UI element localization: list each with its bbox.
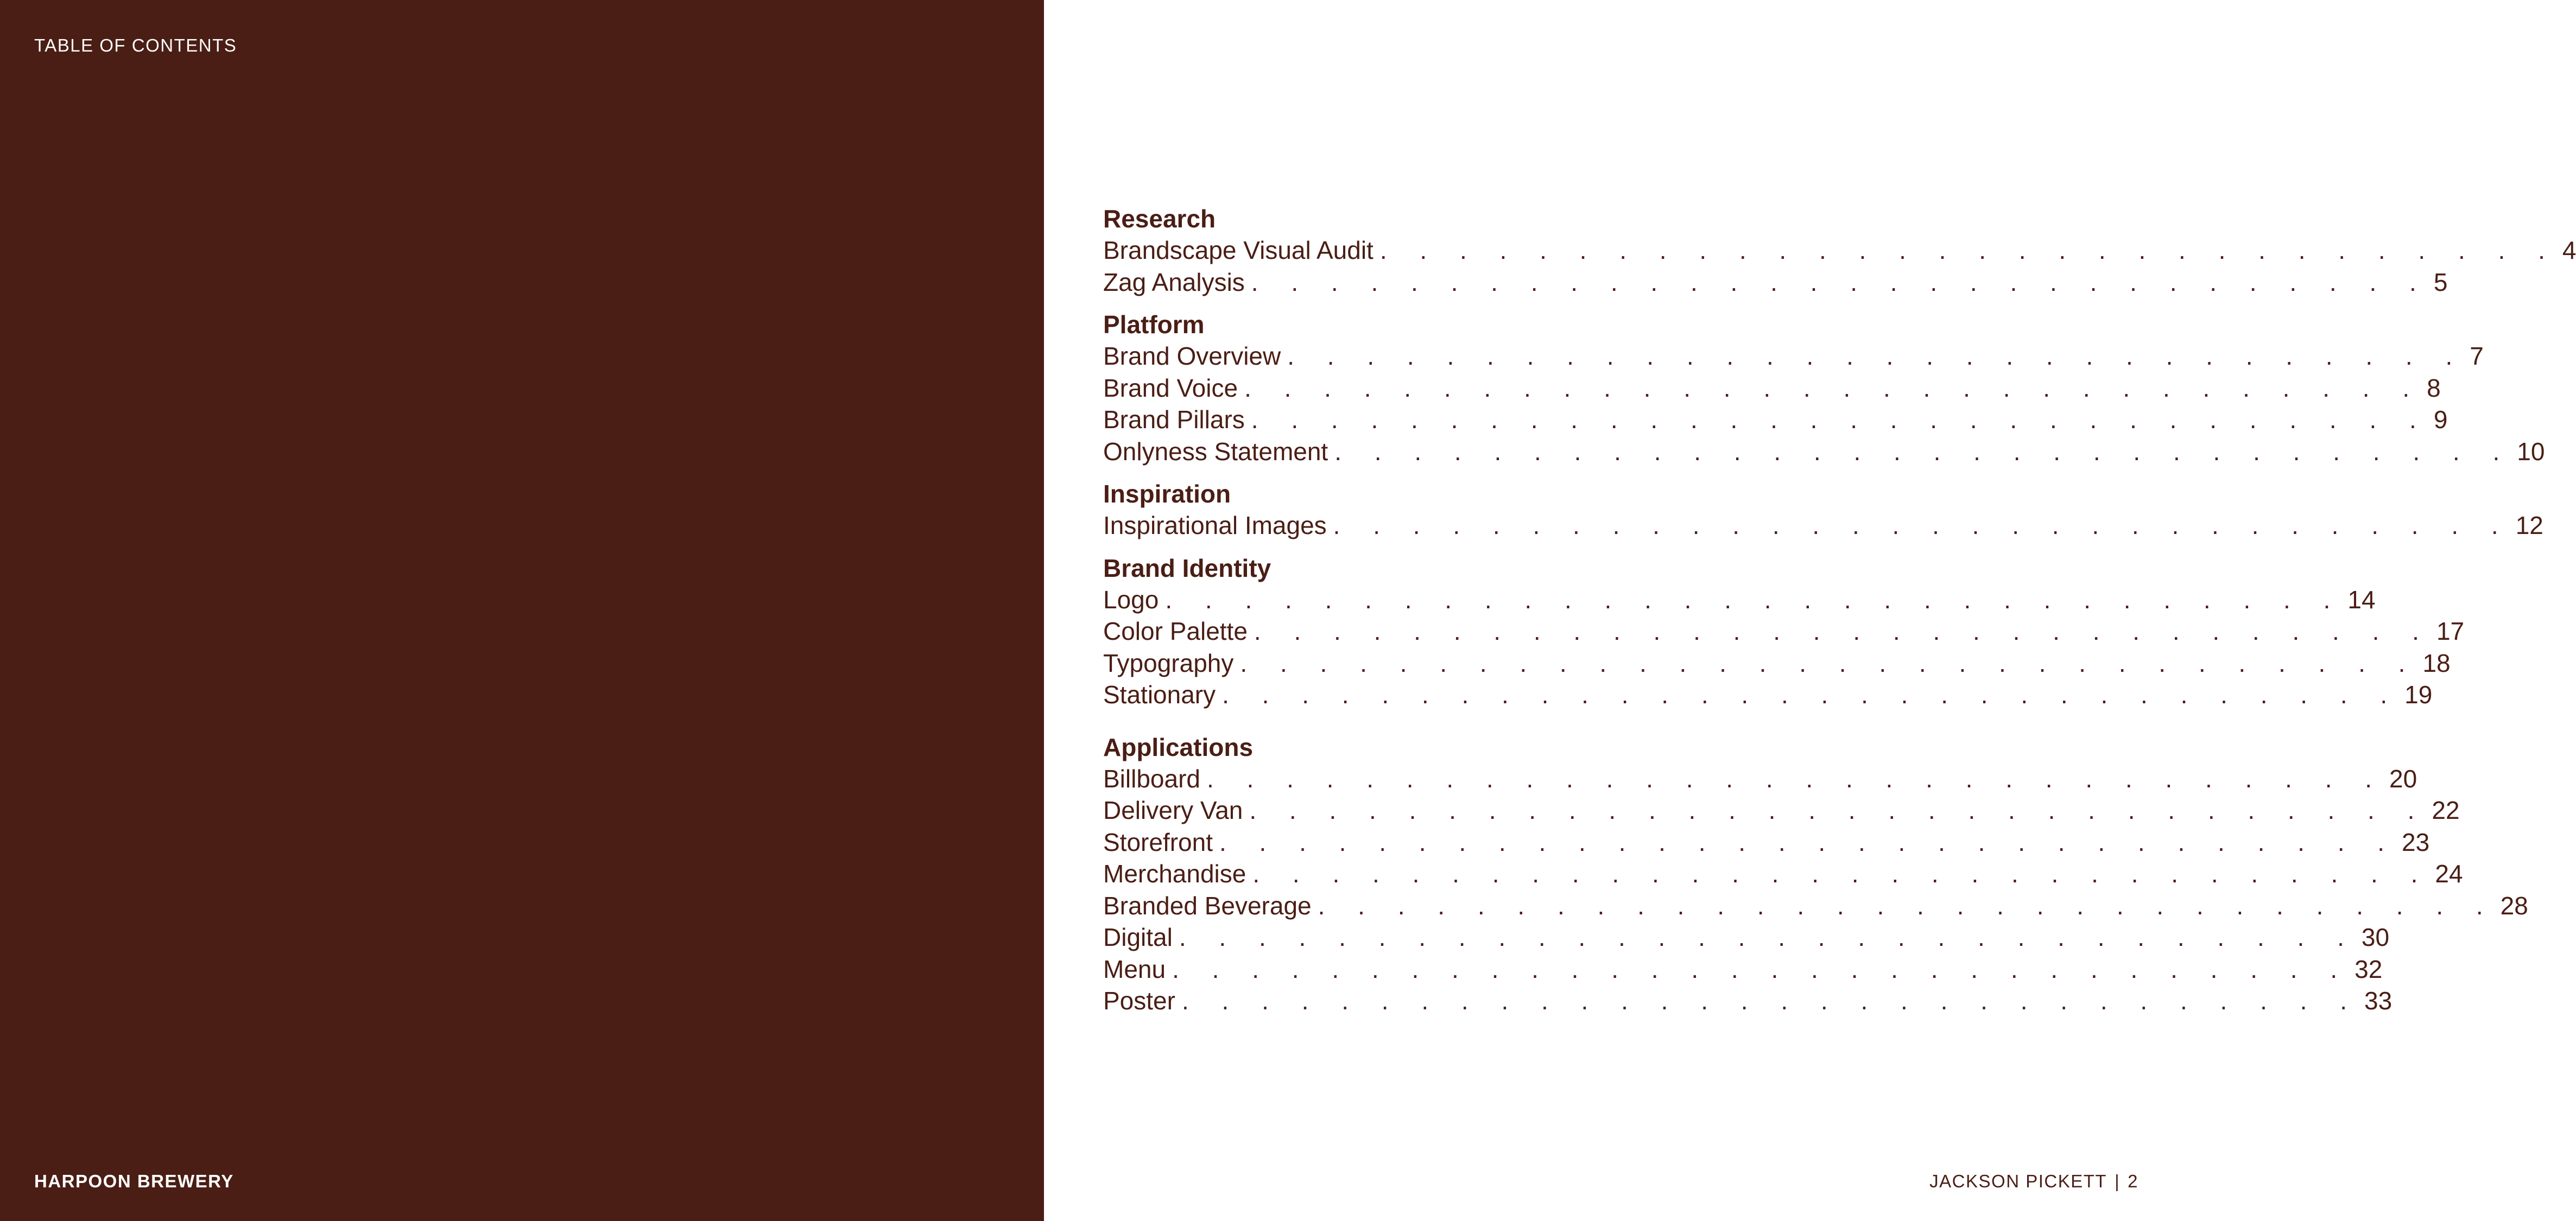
- toc-entry[interactable]: [1103, 647, 2451, 679]
- author-name: JACKSON PICKETT: [1929, 1171, 2107, 1191]
- page-number: 30: [2361, 923, 2390, 951]
- entry-label: Brandscape Visual Audit: [1103, 236, 1374, 264]
- leader-dots: . . . . . . . . . . . . . . . . . . . . . . . . . . . . . .: [1318, 891, 2496, 920]
- page-number: 32: [2355, 955, 2383, 983]
- toc-entry[interactable]: [1103, 826, 2430, 858]
- leader-dots: . . . . . . . . . . . . . . . . . . . . . . . . . . . . . .: [1219, 828, 2398, 856]
- leader-dots: . . . . . . . . . . . . . . . . . . . . . . . . . . . . . .: [1244, 373, 2423, 402]
- page-number: 24: [2435, 860, 2463, 888]
- leader-dots: . . . . . . . . . . . . . . . . . . . . . . . . . . . . . .: [1249, 796, 2428, 824]
- leader-dots: . . . . . . . . . . . . . . . . . . . . . . . . . . . . . .: [1181, 987, 2360, 1015]
- leader-dots: . . . . . . . . . . . . . . . . . . . . . . . . . . . . . .: [1172, 955, 2351, 983]
- toc-entry[interactable]: [1103, 890, 2528, 922]
- toc-entry[interactable]: [1103, 234, 2576, 266]
- entry-label: Zag Analysis: [1103, 268, 1245, 296]
- toc-entry[interactable]: [1103, 404, 2448, 436]
- entry-label: Storefront: [1103, 828, 1213, 856]
- entry-label: Brand Voice: [1103, 373, 1238, 402]
- page-number: 20: [2389, 764, 2417, 793]
- toc-entry[interactable]: [1103, 510, 2543, 542]
- leader-dots: . . . . . . . . . . . . . . . . . . . . . . . . . . . . . .: [1179, 923, 2357, 951]
- toc-entry[interactable]: [1103, 436, 2545, 468]
- entry-label: Brand Pillars: [1103, 405, 1245, 434]
- toc-entry[interactable]: [1103, 953, 2383, 985]
- section-title: Inspiration: [1103, 480, 1231, 508]
- leader-dots: . . . . . . . . . . . . . . . . . . . . . . . . . . . . . .: [1207, 764, 2385, 793]
- page-number: 19: [2404, 681, 2433, 709]
- entry-label: Digital: [1103, 923, 1173, 951]
- entry-label: Stationary: [1103, 681, 1216, 709]
- toc-entry[interactable]: [1103, 921, 2390, 953]
- section-title: Platform: [1103, 310, 1205, 339]
- page-number: 14: [2347, 585, 2376, 614]
- leader-dots: . . . . . . . . . . . . . . . . . . . . . . . . . . . . . .: [1254, 617, 2432, 645]
- page-number: 4: [2562, 236, 2576, 264]
- leader-dots: . . . . . . . . . . . . . . . . . . . . . . . . . . . . . .: [1379, 236, 2558, 264]
- page-number: 5: [2433, 268, 2448, 296]
- toc-section-inspiration: [1103, 478, 2543, 542]
- page-number: 28: [2500, 891, 2528, 920]
- toc-section-brand-identity: [1103, 552, 2465, 711]
- page-number: 8: [2427, 373, 2441, 402]
- page-number: 23: [2402, 828, 2430, 856]
- leader-dots: . . . . . . . . . . . . . . . . . . . . . . . . . . . . . .: [1251, 268, 2429, 296]
- table-of-contents: [1103, 203, 2576, 1028]
- leader-dots: . . . . . . . . . . . . . . . . . . . . . . . . . . . . . .: [1251, 405, 2429, 434]
- toc-entry[interactable]: [1103, 763, 2417, 795]
- page-number: 7: [2470, 342, 2484, 370]
- page-number: 22: [2432, 796, 2460, 824]
- toc-entry[interactable]: [1103, 372, 2441, 404]
- footer-page-number: 2: [2128, 1171, 2138, 1191]
- toc-section-research: [1103, 203, 2576, 298]
- page-number: 17: [2436, 617, 2465, 645]
- page-number: 12: [2515, 511, 2543, 539]
- entry-label: Typography: [1103, 648, 1234, 677]
- entry-label: Menu: [1103, 955, 1166, 983]
- toc-entry[interactable]: [1103, 615, 2465, 647]
- footer-separator: |: [2115, 1171, 2121, 1191]
- entry-label: Inspirational Images: [1103, 511, 1327, 539]
- leader-dots: . . . . . . . . . . . . . . . . . . . . . . . . . . . . . .: [1287, 342, 2466, 370]
- toc-entry[interactable]: [1103, 584, 2376, 616]
- entry-label: Logo: [1103, 585, 1159, 614]
- entry-label: Branded Beverage: [1103, 891, 1312, 920]
- left-brand-panel: [0, 0, 1044, 1221]
- toc-entry[interactable]: [1103, 985, 2393, 1017]
- entry-label: Merchandise: [1103, 860, 1246, 888]
- page-number: 10: [2517, 437, 2545, 466]
- entry-label: Poster: [1103, 987, 1175, 1015]
- section-title: Research: [1103, 205, 1216, 233]
- leader-dots: . . . . . . . . . . . . . . . . . . . . . . . . . . . . . .: [1240, 648, 2419, 677]
- section-title: Brand Identity: [1103, 554, 1271, 582]
- entry-label: Billboard: [1103, 764, 1200, 793]
- entry-label: Delivery Van: [1103, 796, 1243, 824]
- toc-entry[interactable]: [1103, 858, 2463, 890]
- entry-label: Onlyness Statement: [1103, 437, 1328, 466]
- footer-author-page: [1929, 1172, 2138, 1190]
- entry-label: Color Palette: [1103, 617, 1248, 645]
- page-number: 33: [2364, 987, 2393, 1015]
- leader-dots: . . . . . . . . . . . . . . . . . . . . . . . . . . . . . .: [1165, 585, 2344, 614]
- toc-entry[interactable]: [1103, 266, 2448, 298]
- leader-dots: . . . . . . . . . . . . . . . . . . . . . . . . . . . . . .: [1333, 511, 2511, 539]
- leader-dots: . . . . . . . . . . . . . . . . . . . . . . . . . . . . . .: [1252, 860, 2431, 888]
- page-number: 9: [2433, 405, 2448, 434]
- section-title: Applications: [1103, 733, 1254, 761]
- brand-name: HARPOON BREWERY: [34, 1171, 234, 1191]
- toc-section-platform: [1103, 309, 2545, 467]
- leader-dots: . . . . . . . . . . . . . . . . . . . . . . . . . . . . . .: [1222, 681, 2401, 709]
- toc-entry[interactable]: [1103, 679, 2433, 711]
- toc-entry[interactable]: [1103, 794, 2460, 826]
- entry-label: Brand Overview: [1103, 342, 1281, 370]
- toc-entry[interactable]: [1103, 340, 2484, 372]
- toc-heading-label: TABLE OF CONTENTS: [34, 35, 237, 55]
- leader-dots: . . . . . . . . . . . . . . . . . . . . . . . . . . . . . .: [1334, 437, 2513, 466]
- toc-section-applications: [1103, 732, 2528, 1017]
- page-number: 18: [2422, 648, 2451, 677]
